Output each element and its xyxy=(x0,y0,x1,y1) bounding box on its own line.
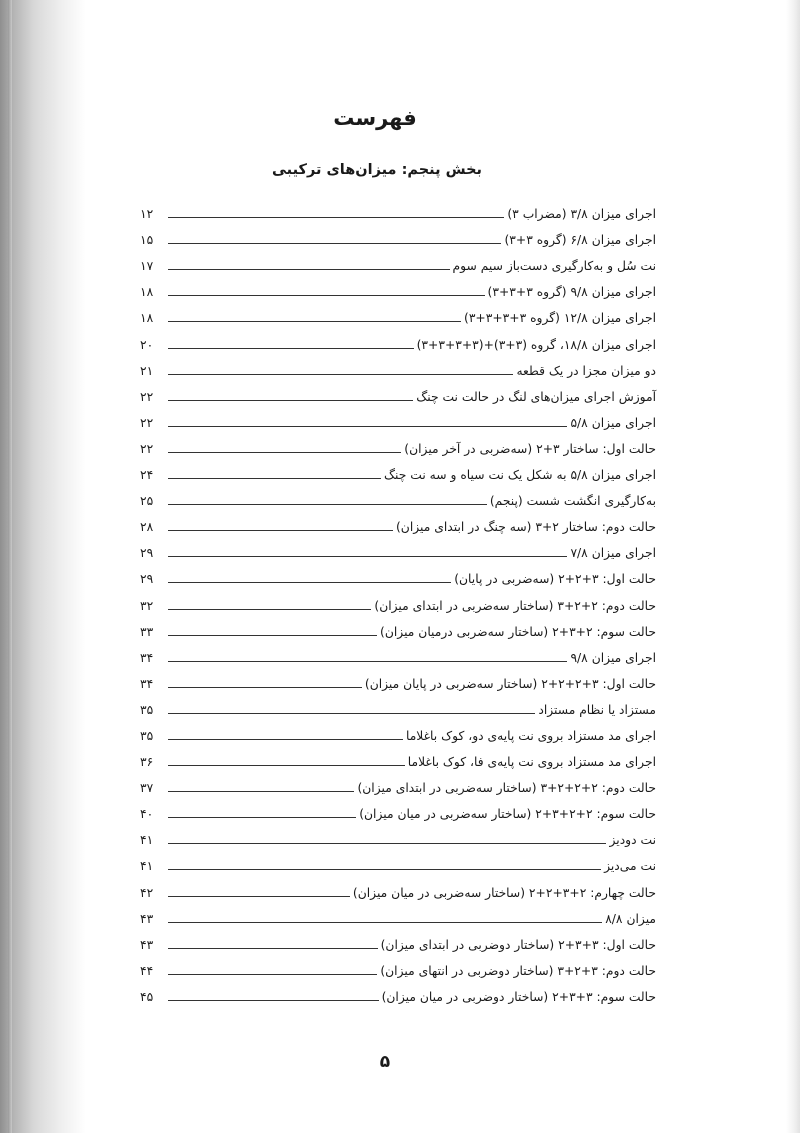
toc-entry[interactable] xyxy=(140,770,656,796)
toc-entry[interactable] xyxy=(140,326,656,352)
dot-leader xyxy=(168,765,405,766)
toc-entry[interactable] xyxy=(140,353,656,379)
toc-entry-page: ۳۴ xyxy=(140,650,154,665)
toc-entry[interactable] xyxy=(140,274,656,300)
toc-entry-page: ۳۶ xyxy=(140,755,154,770)
toc-entry-title: حالت اول: ۳+۳+۲ (ساختار دوضربی در ابتدای میزان) xyxy=(380,937,656,952)
toc-entry-page: ۲۹ xyxy=(140,572,154,587)
toc-entry[interactable] xyxy=(140,822,656,848)
toc-entry[interactable] xyxy=(140,874,656,900)
toc-entry-page: ۴۴ xyxy=(140,963,154,978)
toc-entry[interactable] xyxy=(140,979,656,1005)
toc-entry-page: ۴۳ xyxy=(140,911,154,926)
toc-entry-page: ۱۵ xyxy=(140,233,154,248)
dot-leader xyxy=(168,843,606,844)
toc-entry-title: نت سُل و به‌کارگیری دست‌باز سیم سوم xyxy=(452,259,656,274)
toc-entry-title: اجرای مد مستزاد بروی نت پایه‌ی دو، کوک باغلاما xyxy=(405,728,656,743)
dot-leader xyxy=(168,217,504,218)
dot-leader xyxy=(168,556,567,557)
toc-entry-title: حالت اول: ۳+۲+۲+۲ (ساختار سه‌ضربی در پایان میزان) xyxy=(364,676,656,691)
toc-entry-title: حالت سوم: ۲+۳+۲ (ساختار سه‌ضربی درمیان میزان) xyxy=(380,624,656,639)
toc-entry[interactable] xyxy=(140,222,656,248)
toc-entry[interactable] xyxy=(140,692,656,718)
toc-entry[interactable] xyxy=(140,535,656,561)
toc-entry-page: ۴۳ xyxy=(140,937,154,952)
page-number: ۵ xyxy=(379,1052,391,1072)
dot-leader xyxy=(168,478,381,479)
dot-leader xyxy=(168,687,362,688)
toc-entry[interactable] xyxy=(140,300,656,326)
dot-leader xyxy=(168,713,535,714)
toc-entry-page: ۳۷ xyxy=(140,781,154,796)
toc-entry-page: ۳۵ xyxy=(140,728,154,743)
toc-entry-page: ۱۸ xyxy=(140,311,154,326)
dot-leader xyxy=(168,452,401,453)
toc-entry-page: ۱۲ xyxy=(140,207,154,222)
toc-entry[interactable] xyxy=(140,901,656,927)
toc-entry[interactable] xyxy=(140,744,656,770)
toc-entry-page: ۳۲ xyxy=(140,598,154,613)
dot-leader xyxy=(168,400,413,401)
toc-entry[interactable] xyxy=(140,248,656,274)
toc-entry-page: ۲۰ xyxy=(140,337,154,352)
dot-leader xyxy=(168,974,377,975)
dot-leader xyxy=(168,374,513,375)
toc-entry-page: ۴۲ xyxy=(140,885,154,900)
dot-leader xyxy=(168,530,393,531)
toc-entry-title: اجرای میزان ۳/۸ (مضراب ۳) xyxy=(507,207,656,222)
toc-entry-title: حالت دوم: ۲+۲+۲+۳ (ساختار سه‌ضربی در ابتدای میزان) xyxy=(357,781,656,796)
toc-entry-title: حالت دوم: ۲+۲+۳ (ساختار سه‌ضربی در ابتدای میزان) xyxy=(374,598,656,613)
toc-entry-title: اجرای میزان ۱۲/۸ (گروه ۳+۳+۳+۳) xyxy=(464,311,656,326)
toc-entry[interactable] xyxy=(140,614,656,640)
toc-entry[interactable] xyxy=(140,509,656,535)
toc-entry[interactable] xyxy=(140,457,656,483)
toc-entry-title: حالت دوم: ساختار ۲+۳ (سه چنگ در ابتدای میزان) xyxy=(396,520,656,535)
dot-leader xyxy=(168,295,485,296)
toc-entry-page: ۲۲ xyxy=(140,415,154,430)
toc-entry-title: دو میزان مجزا در یک قطعه xyxy=(516,363,656,378)
toc-entry[interactable] xyxy=(140,561,656,587)
dot-leader xyxy=(168,609,371,610)
toc-entry-title: نت دودیز xyxy=(609,833,656,848)
dot-leader xyxy=(168,817,356,818)
table-of-contents xyxy=(140,196,656,1005)
page-title: فهرست xyxy=(333,106,417,130)
dot-leader xyxy=(168,269,450,270)
dot-leader xyxy=(168,922,602,923)
dot-leader xyxy=(168,321,461,322)
toc-entry[interactable] xyxy=(140,379,656,405)
toc-entry-page: ۲۵ xyxy=(140,494,154,509)
toc-entry-page: ۳۵ xyxy=(140,702,154,717)
toc-entry-title: میزان ۸/۸ xyxy=(605,911,656,926)
toc-entry-page: ۳۳ xyxy=(140,624,154,639)
toc-entry[interactable] xyxy=(140,666,656,692)
dot-leader xyxy=(168,661,567,662)
dot-leader xyxy=(168,504,487,505)
toc-entry-page: ۴۰ xyxy=(140,807,154,822)
dot-leader xyxy=(168,896,350,897)
toc-entry-page: ۱۷ xyxy=(140,259,154,274)
toc-entry-title: حالت سوم: ۲+۲+۳+۲ (ساختار سه‌ضربی در میان میزان) xyxy=(359,807,656,822)
toc-entry-title: اجرای مد مستزاد بروی نت پایه‌ی فا، کوک باغلاما xyxy=(407,755,656,770)
toc-entry-title: حالت اول: ۳+۲+۲ (سه‌ضربی در پایان) xyxy=(454,572,656,587)
toc-entry[interactable] xyxy=(140,431,656,457)
toc-entry[interactable] xyxy=(140,587,656,613)
toc-entry-page: ۲۸ xyxy=(140,520,154,535)
toc-entry-page: ۲۹ xyxy=(140,546,154,561)
toc-entry-page: ۴۱ xyxy=(140,859,154,874)
toc-entry[interactable] xyxy=(140,848,656,874)
toc-entry-title: حالت دوم: ۳+۲+۳ (ساختار دوضربی در انتهای میزان) xyxy=(380,963,656,978)
toc-entry-title: اجرای میزان ۱۸/۸، گروه (۳+۳)+(۳+۳+۳+۳) xyxy=(416,337,656,352)
toc-entry-title: اجرای میزان ۹/۸ (گروه ۳+۳+۳) xyxy=(487,285,656,300)
toc-entry-title: اجرای میزان ۹/۸ xyxy=(570,650,656,665)
dot-leader xyxy=(168,869,601,870)
toc-entry[interactable] xyxy=(140,196,656,222)
toc-entry-page: ۲۲ xyxy=(140,389,154,404)
toc-entry-page: ۲۱ xyxy=(140,363,154,378)
toc-entry[interactable] xyxy=(140,483,656,509)
toc-entry-title: حالت چهارم: ۲+۳+۲+۲ (ساختار سه‌ضربی در میان میزان) xyxy=(352,885,656,900)
dot-leader xyxy=(168,948,378,949)
toc-entry-title: حالت اول: ساختار ۳+۲ (سه‌ضربی در آخر میزان) xyxy=(404,441,656,456)
toc-entry[interactable] xyxy=(140,405,656,431)
toc-entry-page: ۲۲ xyxy=(140,441,154,456)
toc-entry[interactable] xyxy=(140,718,656,744)
toc-entry-page: ۱۸ xyxy=(140,285,154,300)
toc-entry-page: ۲۴ xyxy=(140,468,154,483)
dot-leader xyxy=(168,243,501,244)
toc-entry-page: ۳۴ xyxy=(140,676,154,691)
toc-entry-title: آموزش اجرای میزان‌های لنگ در حالت نت چنگ xyxy=(416,389,656,404)
toc-entry-page: ۴۵ xyxy=(140,989,154,1004)
dot-leader xyxy=(168,348,414,349)
section-title: بخش پنجم: میزان‌های ترکیبی xyxy=(272,162,482,178)
dot-leader xyxy=(168,1000,379,1001)
dot-leader xyxy=(168,426,567,427)
toc-entry[interactable] xyxy=(140,640,656,666)
toc-entry-title: اجرای میزان ۵/۸ xyxy=(570,415,656,430)
toc-entry-title: اجرای میزان ۷/۸ xyxy=(570,546,656,561)
toc-entry-title: نت می‌دیز xyxy=(604,859,656,874)
dot-leader xyxy=(168,635,377,636)
toc-entry-title: مستزاد یا نظام مستزاد xyxy=(538,702,656,717)
toc-entry-title: اجرای میزان ۶/۸ (گروه ۳+۳) xyxy=(504,233,656,248)
dot-leader xyxy=(168,582,451,583)
toc-entry-title: به‌کارگیری انگشت شست (پنجم) xyxy=(489,494,656,509)
toc-entry[interactable] xyxy=(140,796,656,822)
toc-entry[interactable] xyxy=(140,927,656,953)
page-edge-shadow xyxy=(786,0,800,1133)
toc-entry-page: ۴۱ xyxy=(140,833,154,848)
toc-entry-title: اجرای میزان ۵/۸ به شکل یک نت سیاه و سه نت چنگ xyxy=(384,468,656,483)
dot-leader xyxy=(168,791,354,792)
dot-leader xyxy=(168,739,403,740)
toc-entry-title: حالت سوم: ۳+۳+۲ (ساختار دوضربی در میان میزان) xyxy=(381,989,656,1004)
binding-shadow xyxy=(0,0,86,1133)
toc-entry[interactable] xyxy=(140,953,656,979)
